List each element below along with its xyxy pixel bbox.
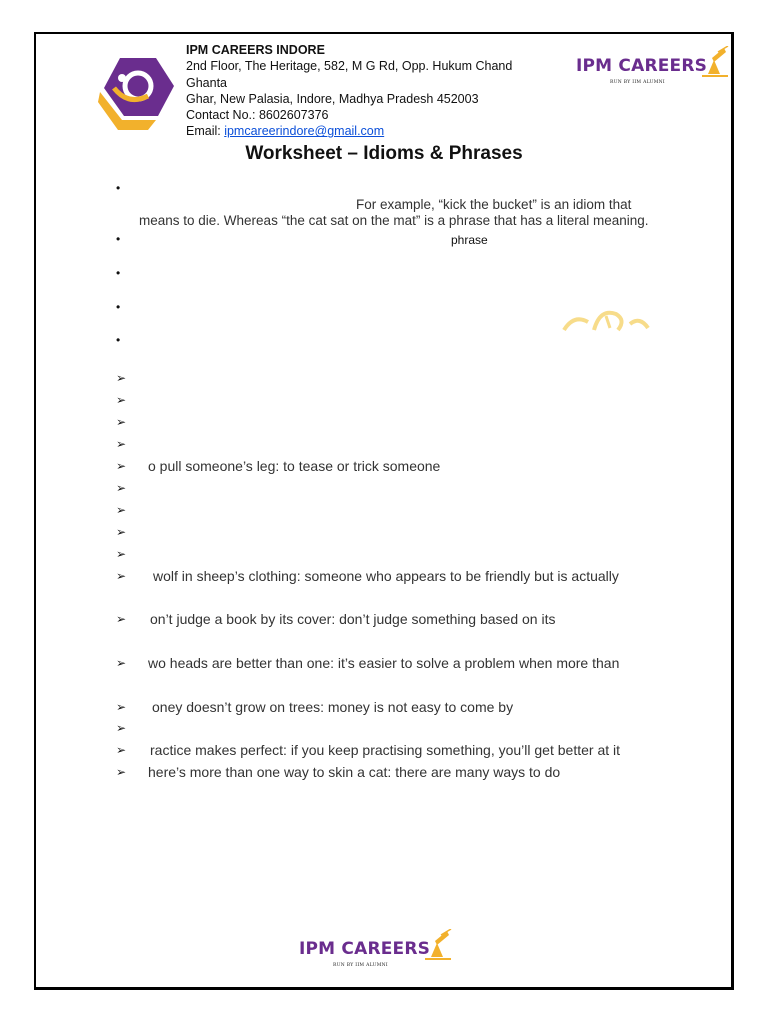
- arrow-6: ➢: [116, 481, 127, 495]
- address-line-1: 2nd Floor, The Heritage, 582, M G Rd, Opp. Hukum Chand: [186, 59, 513, 74]
- arrow-1: ➢: [116, 371, 127, 385]
- arrow-14: ➢: [116, 721, 127, 735]
- arrow-11: ➢: [116, 612, 127, 626]
- institute-header: [186, 42, 546, 140]
- ipm-hexagon-logo-icon: [98, 56, 174, 130]
- watermark-icon: [560, 304, 652, 334]
- idiom-wolf-sheep: wolf in sheep’s clothing: someone who appears to be friendly but is actually: [153, 568, 619, 584]
- bullet-1-line-2: means to die. Whereas “the cat sat on the mat” is a phrase that has a literal meaning.: [139, 213, 649, 228]
- arrow-4: ➢: [116, 437, 127, 451]
- arrow-12: ➢: [116, 656, 127, 670]
- email-label: Email:: [186, 124, 225, 139]
- arrow-2: ➢: [116, 393, 127, 407]
- arrow-13: ➢: [116, 700, 127, 714]
- bullet-5: •: [116, 333, 121, 347]
- page-border: [34, 32, 734, 990]
- bullet-2: •: [116, 232, 121, 246]
- bullet-1-line-1: For example, “kick the bucket” is an idiom that: [356, 197, 632, 212]
- idiom-skin-cat: here’s more than one way to skin a cat: there are many ways to do: [148, 764, 561, 780]
- bullet-1: •: [116, 181, 121, 195]
- arrow-9: ➢: [116, 547, 127, 561]
- arrow-5: ➢: [116, 459, 127, 473]
- idiom-money-trees: oney doesn’t grow on trees: money is not easy to come by: [152, 699, 514, 715]
- idiom-practice: ractice makes perfect: if you keep practising something, you’ll get better at it: [150, 742, 621, 758]
- arrow-15: ➢: [116, 743, 127, 757]
- email-link[interactable]: ipmcareerindore@gmail.com: [224, 124, 385, 139]
- arrow-7: ➢: [116, 503, 127, 517]
- idiom-book-cover: on’t judge a book by its cover: don’t judge something based on its: [150, 611, 556, 627]
- bullet-4: •: [116, 300, 121, 314]
- address-line-2: Ghanta: [186, 75, 228, 90]
- graduate-mark-bottom-icon: [423, 929, 453, 963]
- bullet-3: •: [116, 266, 121, 280]
- brand-name-top: IPM CAREERS: [576, 56, 708, 76]
- idiom-pull-leg: o pull someone’s leg: to tease or trick someone: [148, 458, 441, 474]
- arrow-3: ➢: [116, 415, 127, 429]
- arrow-16: ➢: [116, 765, 127, 779]
- idiom-two-heads: wo heads are better than one: it’s easier to solve a problem when more than: [148, 655, 620, 671]
- worksheet-title: Worksheet – Idioms & Phrases: [245, 143, 523, 164]
- contact-number: Contact No.: 8602607376: [186, 108, 329, 123]
- arrow-8: ➢: [116, 525, 127, 539]
- graduate-mark-icon: [700, 46, 730, 80]
- brand-name-bottom: IPM CAREERS: [299, 939, 431, 959]
- address-line-3: Ghar, New Palasia, Indore, Madhya Pradesh 452003: [186, 91, 479, 106]
- brand-tagline-bottom: RUN BY IIM ALUMNI: [333, 963, 388, 968]
- bullet-2-text: phrase: [451, 233, 488, 247]
- org-name: IPM CAREERS INDORE: [186, 43, 325, 57]
- brand-tagline-top: RUN BY IIM ALUMNI: [610, 80, 665, 85]
- arrow-10: ➢: [116, 569, 127, 583]
- email-row: [186, 123, 546, 139]
